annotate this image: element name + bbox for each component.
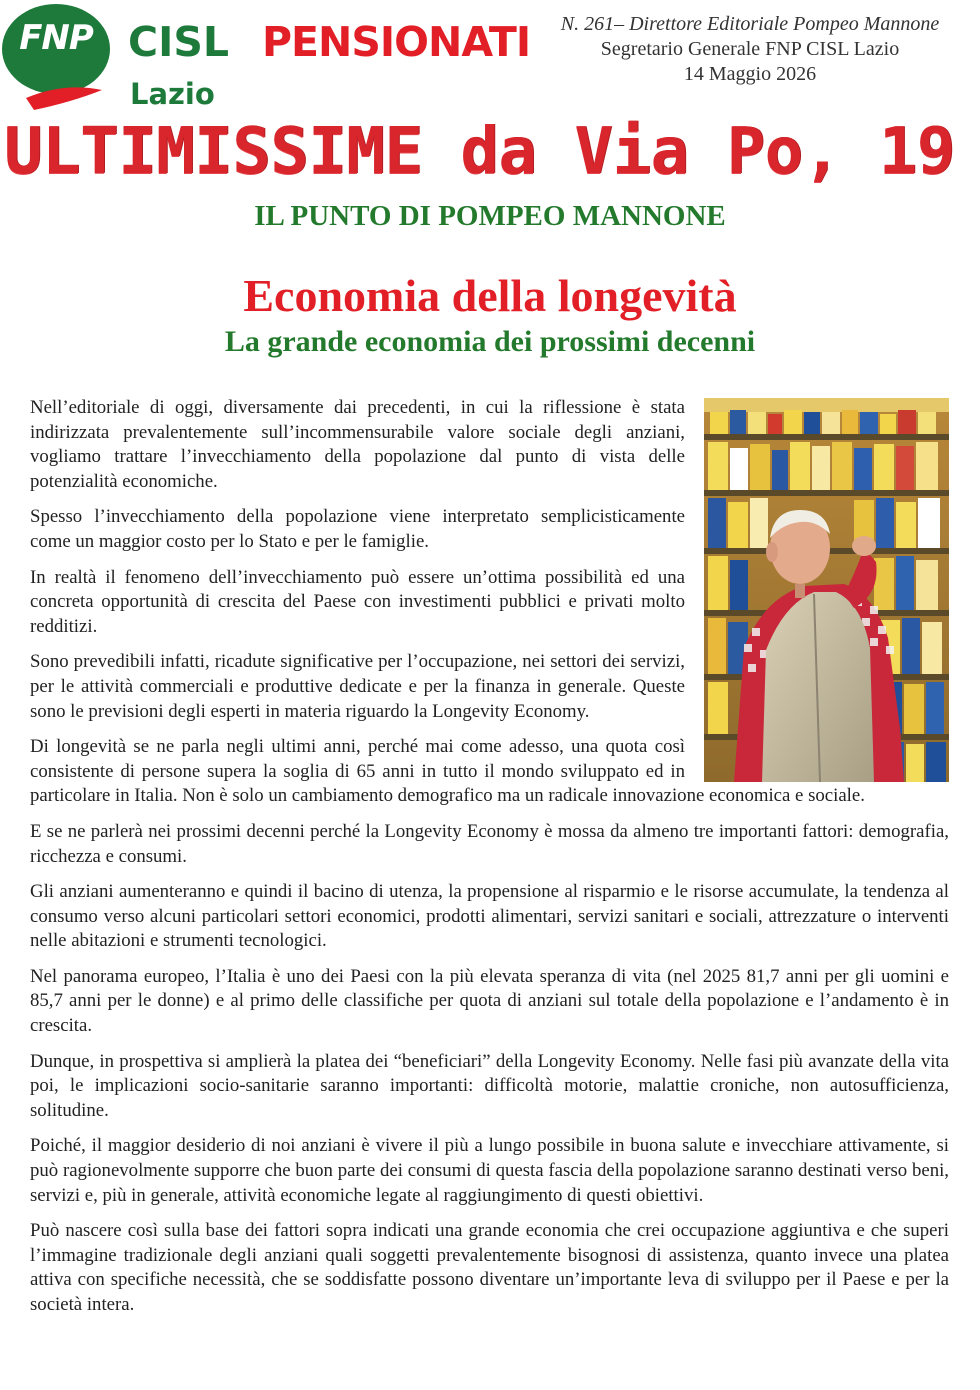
article-body bbox=[30, 396, 949, 1329]
article-paragraph: Spesso l’invecchiamento della popolazione viene interpretato semplicisticamente come un maggior costo per lo Stato e per le famiglie. bbox=[30, 506, 685, 552]
fnp-cisl-logo bbox=[2, 4, 542, 116]
issue-date: 14 Maggio 2026 bbox=[683, 63, 817, 85]
article-title: Economia della longevità bbox=[243, 270, 737, 321]
article-paragraph: In realtà il fenomeno dell’invecchiamento può essere un’ottima possibilità ed una concreta opportunità di crescita del Paese con investimenti pubblici e privati molto redditizi. bbox=[30, 566, 685, 637]
article-subtitle: La grande economia dei prossimi decenni bbox=[224, 325, 756, 358]
article-paragraph: Dunque, in prospettiva si amplierà la platea dei “beneficiari” della Longevity Economy. Nelle fasi più avanzate della vita poi, le implicazioni socio-sanitarie saranno importanti: difficoltà motorie, malattie croniche, non autosufficienza, solitudine. bbox=[30, 1050, 949, 1121]
article-paragraph: E se ne parlerà nei prossimi decenni perché la Longevity Economy è mossa da almeno tre importanti fattori: demografia, ricchezza e consumi. bbox=[30, 820, 949, 867]
article-paragraph: Nell’editoriale di oggi, diversamente dai precedenti, in cui la riflessione è stata indirizzata prevalentemente sull’incommensurabile valore sociale degli anziani, vogliamo trattare l’invecchiamento della popolazione dal punto di vista delle potenzialità economiche. bbox=[30, 397, 685, 492]
article-paragraph: Sono prevedibili infatti, ricadute significative per l’occupazione, nei settori dei servizi, per le attività commerciali e produttive dedicate e per la finanza in generale. Queste sono le previsioni degli esperti in materia riguardo la Longevity Economy. bbox=[30, 651, 685, 722]
article-paragraph: Gli anziani aumenteranno e quindi il bacino di utenza, la propensione al risparmio e le risorse accumulate, la tendenza al consumo verso alcuni particolari settori economici, prodotti alimentari, servizi sanitari e sociali, attrezzature o interventi nelle abitazioni e strumenti tecnologici. bbox=[30, 881, 949, 952]
fnp-badge bbox=[2, 4, 110, 94]
issue-line: N. 261– Direttore Editoriale Pompeo Mannone bbox=[560, 13, 940, 35]
newsletter-headline: ULTIMISSIME da Via Po, 19 bbox=[4, 115, 955, 189]
logo-swoosh-icon bbox=[24, 84, 104, 112]
editor-role: Segretario Generale FNP CISL Lazio bbox=[600, 38, 900, 60]
masthead-meta bbox=[540, 12, 960, 87]
column-name: IL PUNTO DI POMPEO MANNONE bbox=[254, 200, 726, 232]
logo-cisl-text: CISL bbox=[128, 18, 229, 66]
article-paragraph: Poiché, il maggior desiderio di noi anziani è vivere il più a lungo possibile in buona salute e invecchiare attivamente, si può ragionevolmente supporre che buon parte dei consumi di questa fascia della popolazione saranno destinati verso beni, servizi e, più in generale, attività economiche legate al raggiungimento di questi obiettivi. bbox=[30, 1135, 949, 1206]
article-paragraph: Nel panorama europeo, l’Italia è uno dei Paesi con la più elevata speranza di vita (nel 2025 81,7 anni per gli uomini e 85,7 anni per le donne) e al primo delle classifiche per quota di anziani sul totale della popolazione e l’andamento è in crescita. bbox=[30, 965, 949, 1037]
logo-region-text: Lazio bbox=[130, 77, 215, 111]
logo-pensionati-text: PENSIONATI bbox=[262, 18, 531, 66]
article-paragraph: Può nascere così sulla base dei fattori sopra indicati una grande economia che crei occupazione aggiuntiva e che superi l’immagine tradizionale degli anziani quali soggetti prevalentemente bisognosi di assistenza, quanto invece una platea attiva con specifiche necessità, che se soddisfatte possono diventare un’importante leva di sviluppo per il Paese e per la società intera. bbox=[30, 1220, 949, 1315]
fnp-badge-text: FNP bbox=[19, 18, 93, 58]
article-paragraph: Di longevità se ne parla negli ultimi anni, perché mai come adesso, una quota così consistente di persone supera la soglia di 65 anni in tutto il mondo sviluppato ed in particolare in Italia. Non è solo un cambiamento demografico ma un radicale innovazione economica e sociale. bbox=[30, 736, 865, 807]
photo-wrap-spacer bbox=[685, 396, 949, 778]
